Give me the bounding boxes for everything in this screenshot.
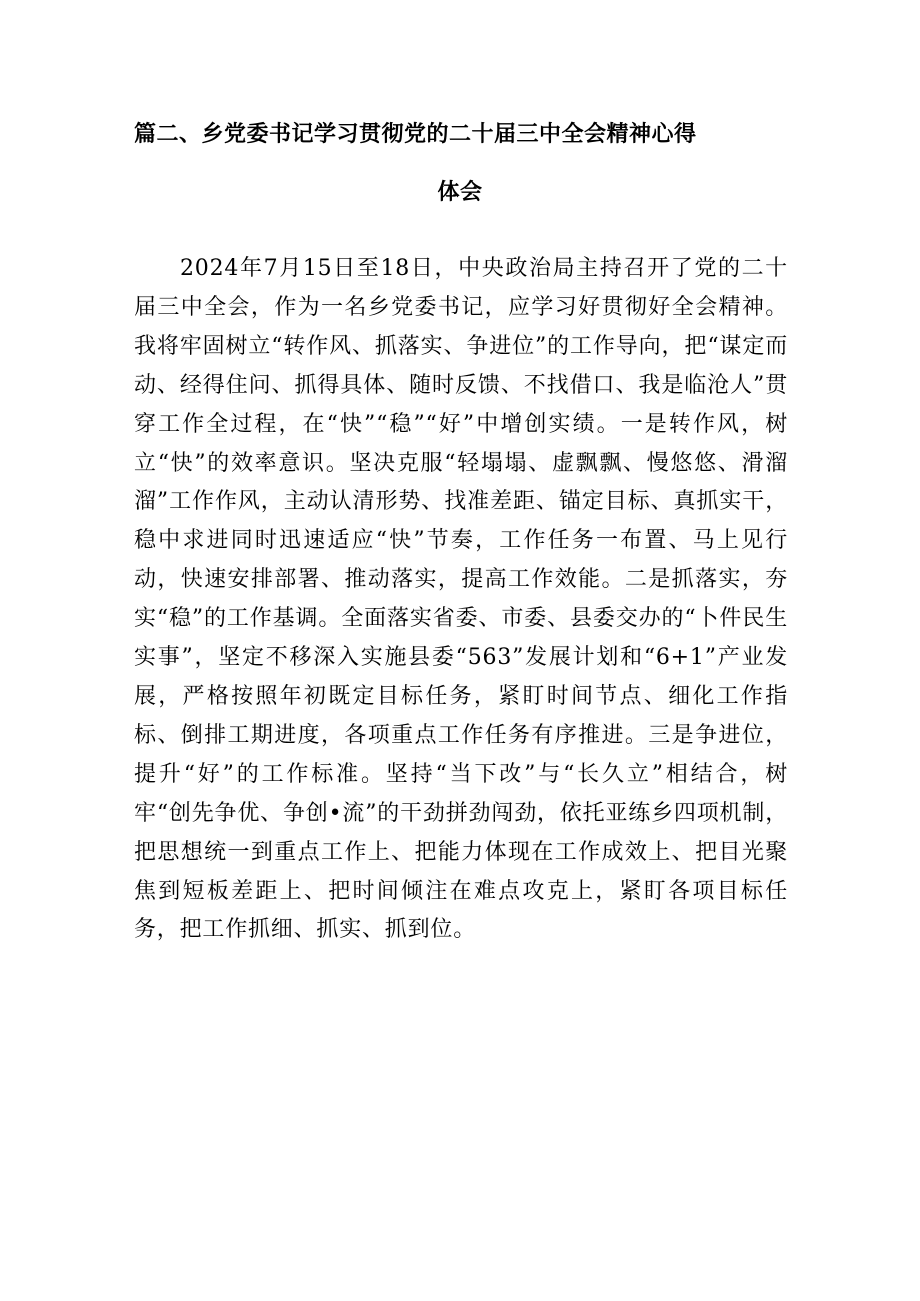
document-title-continued: 体会 <box>437 180 483 205</box>
document-title: 篇二、乡党委书记学习贯彻党的二十届三中全会精神心得 <box>134 122 697 147</box>
body-paragraph: 2024年7月15日至18日，中央政治局主持召开了党的二十届三中全会，作为一名乡党委书记，应学习好贯彻好全会精神。我将牢固树立“转作风、抓落实、争进位”的工作导向，把“谋定而动、经得住问、抓得具体、随时反馈、不找借口、我是临沧人”贯穿工作全过程，在“快”“稳”“好”中增创实绩。一是转作风，树立“快”的效率意识。坚决克服“轻塌塌、虚飘飘、慢悠悠、滑溜溜”工作作风，主动认清形势、找准差距、锚定目标、真抓实干，稳中求进同时迅速适应“快”节奏，工作任务一布置、马上见行动，快速安排部署、推动落实，提高工作效能。二是抓落实，夯实“稳”的工作基调。全面落实省委、市委、县委交办的“卜件民生实事”，坚定不移深入实施县委“563”发展计划和“6+1”产业发展，严格按照年初既定目标任务，紧盯时间节点、细化工作指标、倒排工期进度，各项重点工作任务有序推进。三是争进位，提升“好”的工作标准。坚持“当下改”与“长久立”相结合，树牢“创先争优、争创•流”的干劲拼劲闯劲，依托亚练乡四项机制，把思想统一到重点工作上、把能力体现在工作成效上、把目光聚焦到短板差距上、把时间倾注在难点攻克上，紧盯各项目标任务，把工作抓细、抓实、抓到位。 <box>134 256 788 943</box>
